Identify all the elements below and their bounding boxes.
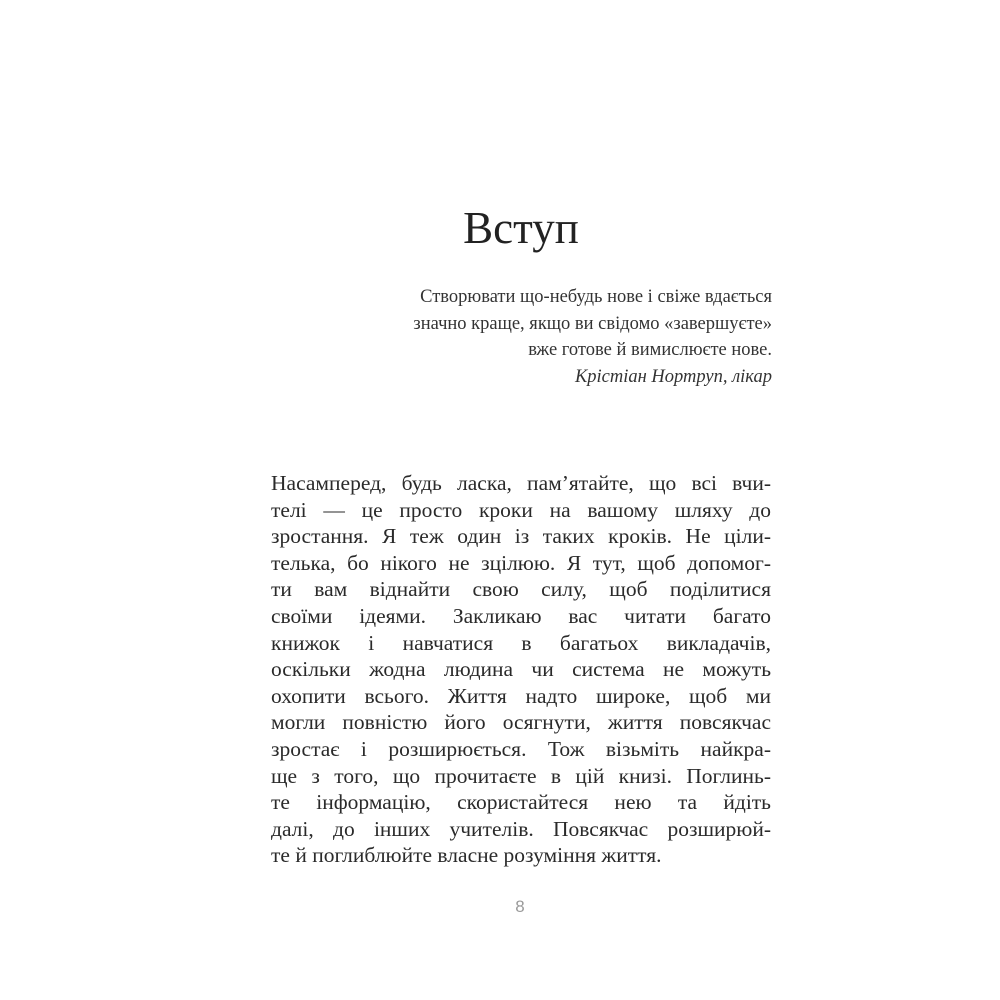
epigraph-line: вже готове й вимислюєте нове. xyxy=(528,340,772,360)
body-line: далі, до інших учителів. Повсякчас розширюй- xyxy=(271,816,771,841)
body-line: Насамперед, будь ласка, пам’ятайте, що всі вчи- xyxy=(271,471,771,495)
body-line: охопити всього. Життя надто широке, щоб ми xyxy=(271,683,771,708)
epigraph-author: Крістіан Нортруп, лікар xyxy=(574,366,772,387)
body-line: зростання. Я теж один із таких кроків. Не ціли- xyxy=(271,524,771,549)
chapter-title: Вступ xyxy=(463,203,579,253)
body-line: могли повністю його осягнути, життя повсякчас xyxy=(271,710,771,735)
body-line: те інформацію, скористайтеся нею та йдіть xyxy=(271,790,771,815)
body-line: своїми ідеями. Закликаю вас читати багато xyxy=(271,603,771,628)
body-line: книжок і навчатися в багатьох викладачів, xyxy=(271,630,771,655)
page-number: 8 xyxy=(515,897,525,916)
epigraph xyxy=(332,284,772,390)
body-line: ти вам віднайти свою силу, щоб поділитися xyxy=(271,577,771,602)
body-paragraph xyxy=(271,470,771,869)
body-line: оскільки жодна людина чи система не можуть xyxy=(271,657,771,682)
epigraph-line: Створювати що-небудь нове і свіже вдається xyxy=(420,287,772,307)
body-line: телі — це просто кроки на вашому шляху до xyxy=(271,497,771,522)
body-line: ще з того, що прочитаєте в цій книзі. Поглинь- xyxy=(271,763,771,788)
body-line: телька, бо нікого не зцілюю. Я тут, щоб допомог- xyxy=(271,550,771,575)
body-line: те й поглиблюйте власне розуміння життя. xyxy=(271,843,662,868)
epigraph-line: значно краще, якщо ви свідомо «завершуєте» xyxy=(413,313,772,334)
body-line: зростає і розширюється. Тож візьміть найкра- xyxy=(271,736,771,761)
